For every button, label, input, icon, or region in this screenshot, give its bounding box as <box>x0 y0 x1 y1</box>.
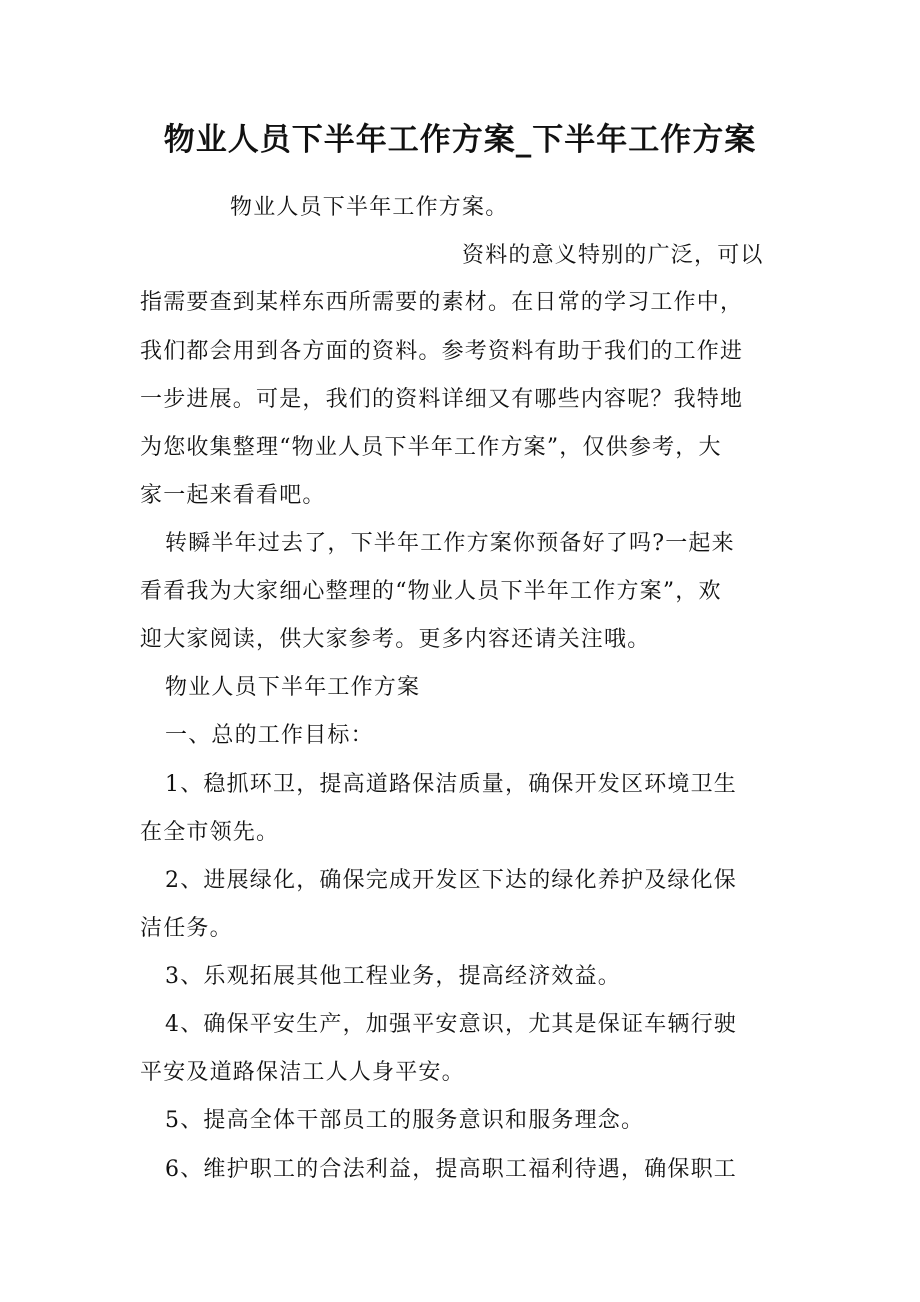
paragraph-line: 转瞬半年过去了，下半年工作方案你预备好了吗?一起来 <box>165 531 735 556</box>
paragraph-line: 资料的意义特别的广泛，可以 <box>462 243 764 268</box>
section-heading: 一、总的工作目标： <box>165 723 374 748</box>
paragraph-line: 为您收集整理“物业人员下半年工作方案”，仅供参考，大 <box>140 435 722 460</box>
intro-line: 物业人员下半年工作方案。 <box>230 195 509 220</box>
list-item: 1、稳抓环卫，提高道路保洁质量，确保开发区环境卫生 <box>165 772 737 797</box>
list-item: 3、乐观拓展其他工程业务，提高经济效益。 <box>165 964 621 989</box>
list-item: 4、确保平安生产，加强平安意识，尤其是保证车辆行驶 <box>165 1012 737 1037</box>
list-item-continuation: 洁任务。 <box>140 916 233 941</box>
document-title: 物业人员下半年工作方案_下半年工作方案 <box>163 122 757 158</box>
list-item: 5、提高全体干部员工的服务意识和服务理念。 <box>165 1108 645 1133</box>
list-item-continuation: 平安及道路保洁工人人身平安。 <box>140 1060 465 1085</box>
paragraph-line: 指需要查到某样东西所需要的素材。在日常的学习工作中， <box>140 290 744 315</box>
list-item: 6、维护职工的合法利益，提高职工福利待遇，确保职工 <box>165 1157 737 1182</box>
paragraph-line: 看看我为大家细心整理的“物业人员下半年工作方案”，欢 <box>140 579 722 604</box>
list-item-continuation: 在全市领先。 <box>140 820 280 845</box>
list-item: 2、进展绿化，确保完成开发区下达的绿化养护及绿化保 <box>165 868 737 893</box>
paragraph-line: 我们都会用到各方面的资料。参考资料有助于我们的工作进 <box>140 339 744 364</box>
paragraph-line: 一步进展。可是，我们的资料详细又有哪些内容呢？我特地 <box>140 387 744 412</box>
paragraph-line: 家一起来看看吧。 <box>140 483 326 508</box>
paragraph-line: 迎大家阅读，供大家参考。更多内容还请关注哦。 <box>140 627 651 652</box>
section-heading: 物业人员下半年工作方案 <box>165 675 421 700</box>
